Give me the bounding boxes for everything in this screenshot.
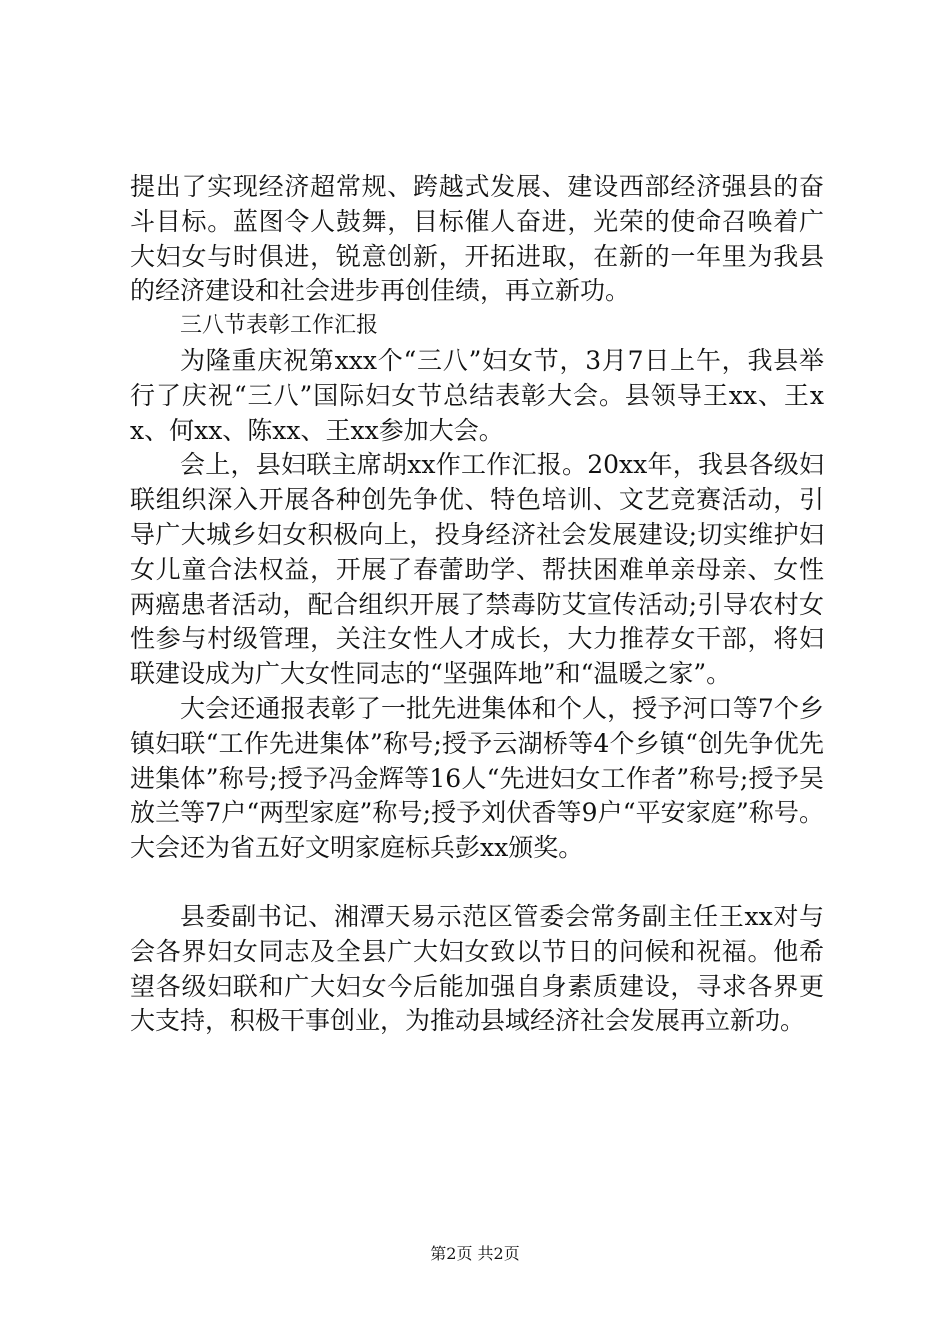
paragraph-report: 会上，县妇联主席胡xx作工作汇报。20xx年，我县各级妇联组织深入开展各种创先争优、特色培训、文艺竞赛活动，引导广大城乡妇女积极向上，投身经济社会发展建设;切实维护妇女儿童合法权益，开展了春蕾助学、帮扶困难单亲母亲、女性两癌患者活动，配合组织开展了禁毒防艾宣传活动;引导农村女性参与村级管理，关注女性人才成长，大力推荐女干部，将妇联建设成为广大女性同志的“坚强阵地”和“温暖之家”。 bbox=[130, 450, 824, 689]
paragraph-intro: 为隆重庆祝第xxx个“三八”妇女节，3月7日上午，我县举行了庆祝“三八”国际妇女节总结表彰大会。县领导王xx、王xx、何xx、陈xx、王xx参加大会。 bbox=[130, 345, 824, 445]
paragraph-closing: 县委副书记、湘潭天易示范区管委会常务副主任王xx对与会各界妇女同志及全县广大妇女致以节日的问候和祝福。他希望各级妇联和广大妇女今后能加强自身素质建设，寻求各界更大支持，积极干事创业，为推动县域经济社会发展再立新功。 bbox=[130, 901, 824, 1036]
page-footer: 第2页 共2页 bbox=[430, 1244, 520, 1263]
document-body bbox=[130, 170, 824, 1039]
paragraph-awards: 大会还通报表彰了一批先进集体和个人，授予河口等7个乡镇妇联“工作先进集体”称号;授予云湖桥等4个乡镇“创先争优先进集体”称号;授予冯金辉等16人“先进妇女工作者”称号;授予吴放兰等7户“两型家庭”称号;授予刘伏香等9户“平安家庭”称号。大会还为省五好文明家庭标兵彭xx颁奖。 bbox=[130, 693, 824, 863]
section-title: 三八节表彰工作汇报 bbox=[180, 313, 379, 339]
paragraph-spacer bbox=[130, 866, 824, 900]
paragraph-continuation: 提出了实现经济超常规、跨越式发展、建设西部经济强县的奋斗目标。蓝图令人鼓舞，目标催人奋进，光荣的使命召唤着广大妇女与时俱进，锐意创新，开拓进取，在新的一年里为我县的经济建设和社会进步再创佳绩，再立新功。 bbox=[130, 172, 824, 306]
